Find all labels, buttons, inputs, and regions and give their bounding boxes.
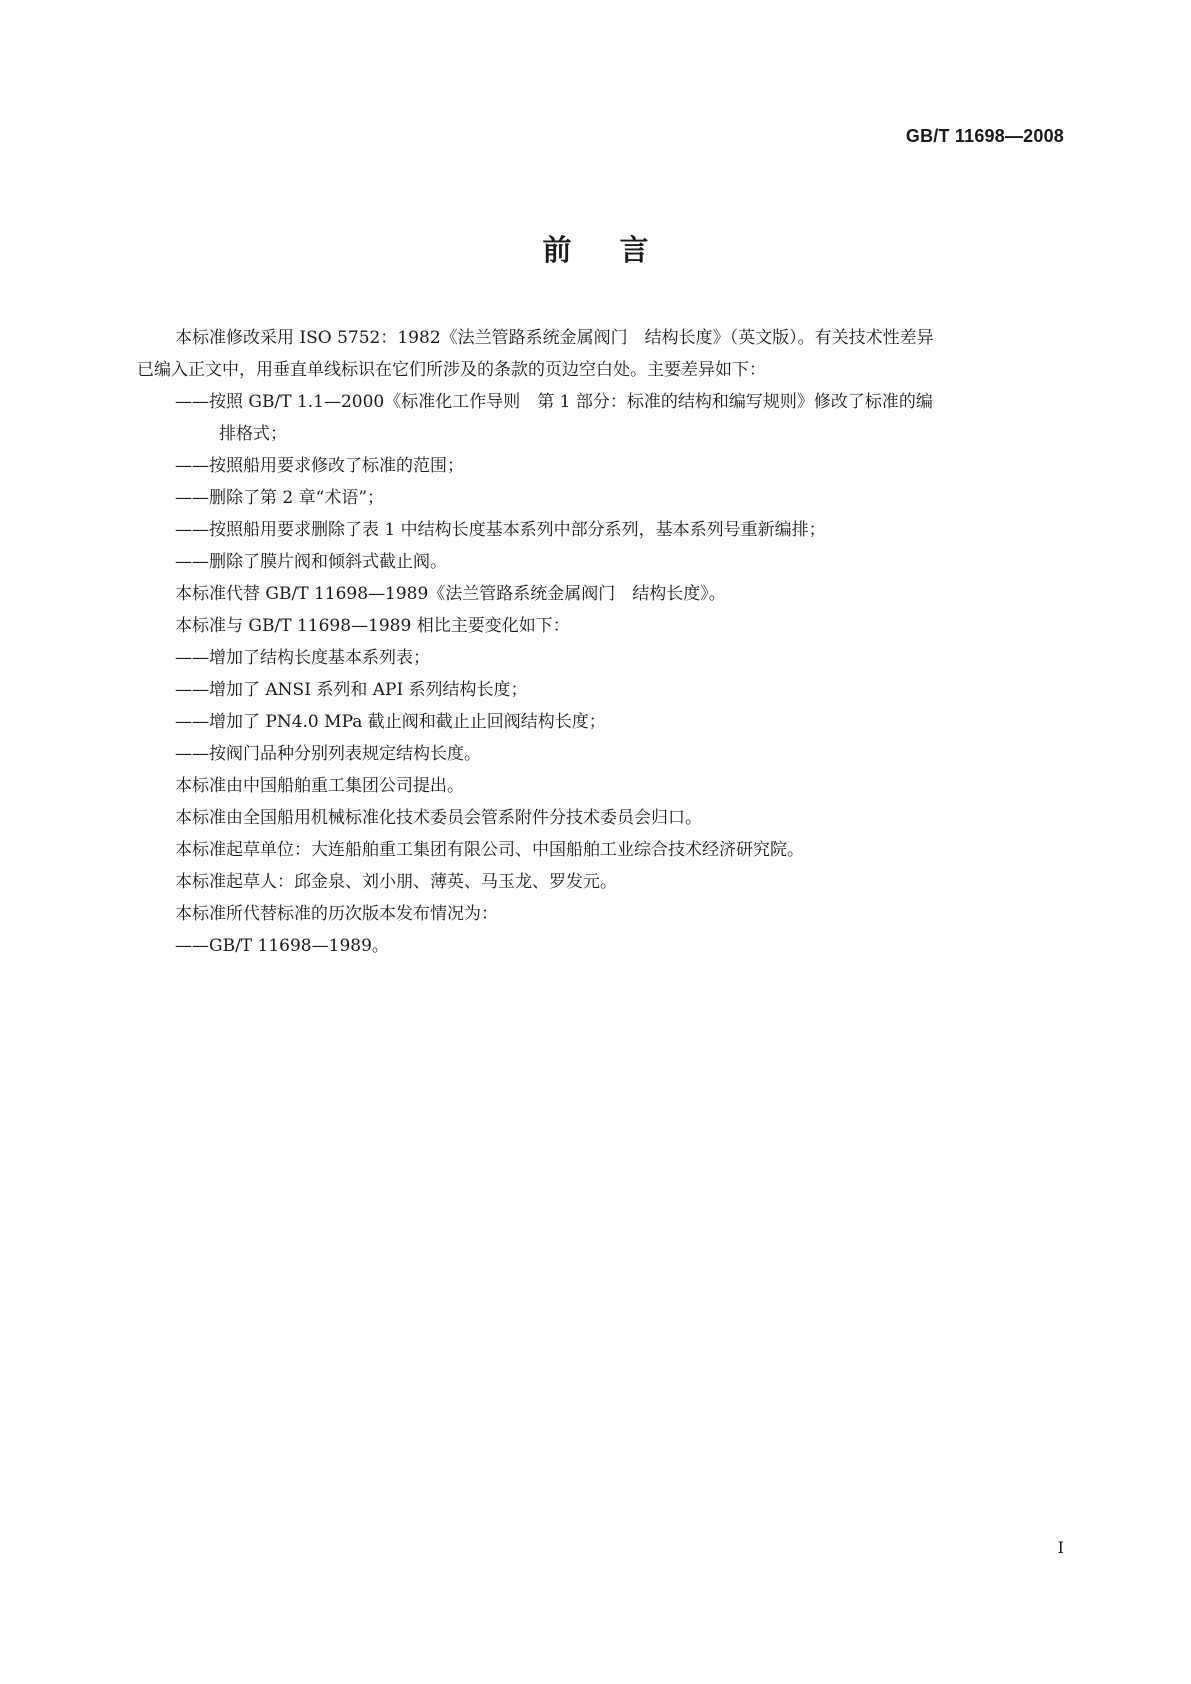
page-title: 前言 [542,233,697,267]
list-item-change-1: ——增加了结构长度基本系列表； [175,648,430,668]
paragraph-drafters: 本标准起草人：邱金泉、刘小朋、薄英、马玉龙、罗发元。 [175,872,617,892]
standard-code: GB/T 11698—2008 [905,126,1064,146]
page-number: I [1057,1538,1064,1557]
list-item-diff-5: ——删除了膜片阀和倾斜式截止阀。 [175,552,447,572]
paragraph-centralized: 本标准由全国船用机械标准化技术委员会管系附件分技术委员会归口。 [175,808,702,828]
foreword-body [137,322,1060,962]
paragraph-drafting-units: 本标准起草单位：大连船舶重工集团有限公司、中国船舶工业综合技术经济研究院。 [175,840,804,860]
list-item-diff-2: ——按照船用要求修改了标准的范围； [175,456,464,476]
list-item-change-2: ——增加了 ANSI 系列和 API 系列结构长度； [175,680,528,700]
list-item-diff-4: ——按照船用要求删除了表 1 中结构长度基本系列中部分系列，基本系列号重新编排； [175,520,826,540]
list-item-history-1: ——GB/T 11698—1989。 [175,936,389,956]
list-item-diff-1: ——按照 GB/T 1.1—2000《标准化工作导则 第 1 部分：标准的结构和编写规则》修改了标准的编 [175,392,933,412]
paragraph-adoption-line1: 本标准修改采用 ISO 5752：1982《法兰管路系统金属阀门 结构长度》（英文版）。有关技术性差异 [175,328,934,348]
paragraph-replace: 本标准代替 GB/T 11698—1989《法兰管路系统金属阀门 结构长度》。 [175,584,726,604]
paragraph-history: 本标准所代替标准的历次版本发布情况为： [175,904,498,924]
paragraph-proposed: 本标准由中国船舶重工集团公司提出。 [175,776,464,796]
list-item-diff-1-cont: 排格式； [219,424,287,444]
paragraph-compare: 本标准与 GB/T 11698—1989 相比主要变化如下： [175,616,570,636]
list-item-change-3: ——增加了 PN4.0 MPa 截止阀和截止止回阀结构长度； [175,712,606,732]
list-item-change-4: ——按阀门品种分别列表规定结构长度。 [175,744,481,764]
paragraph-adoption-line2: 已编入正文中，用垂直单线标识在它们所涉及的条款的页边空白处。主要差异如下： [137,360,766,380]
list-item-diff-3: ——删除了第 2 章“术语”； [175,488,385,508]
